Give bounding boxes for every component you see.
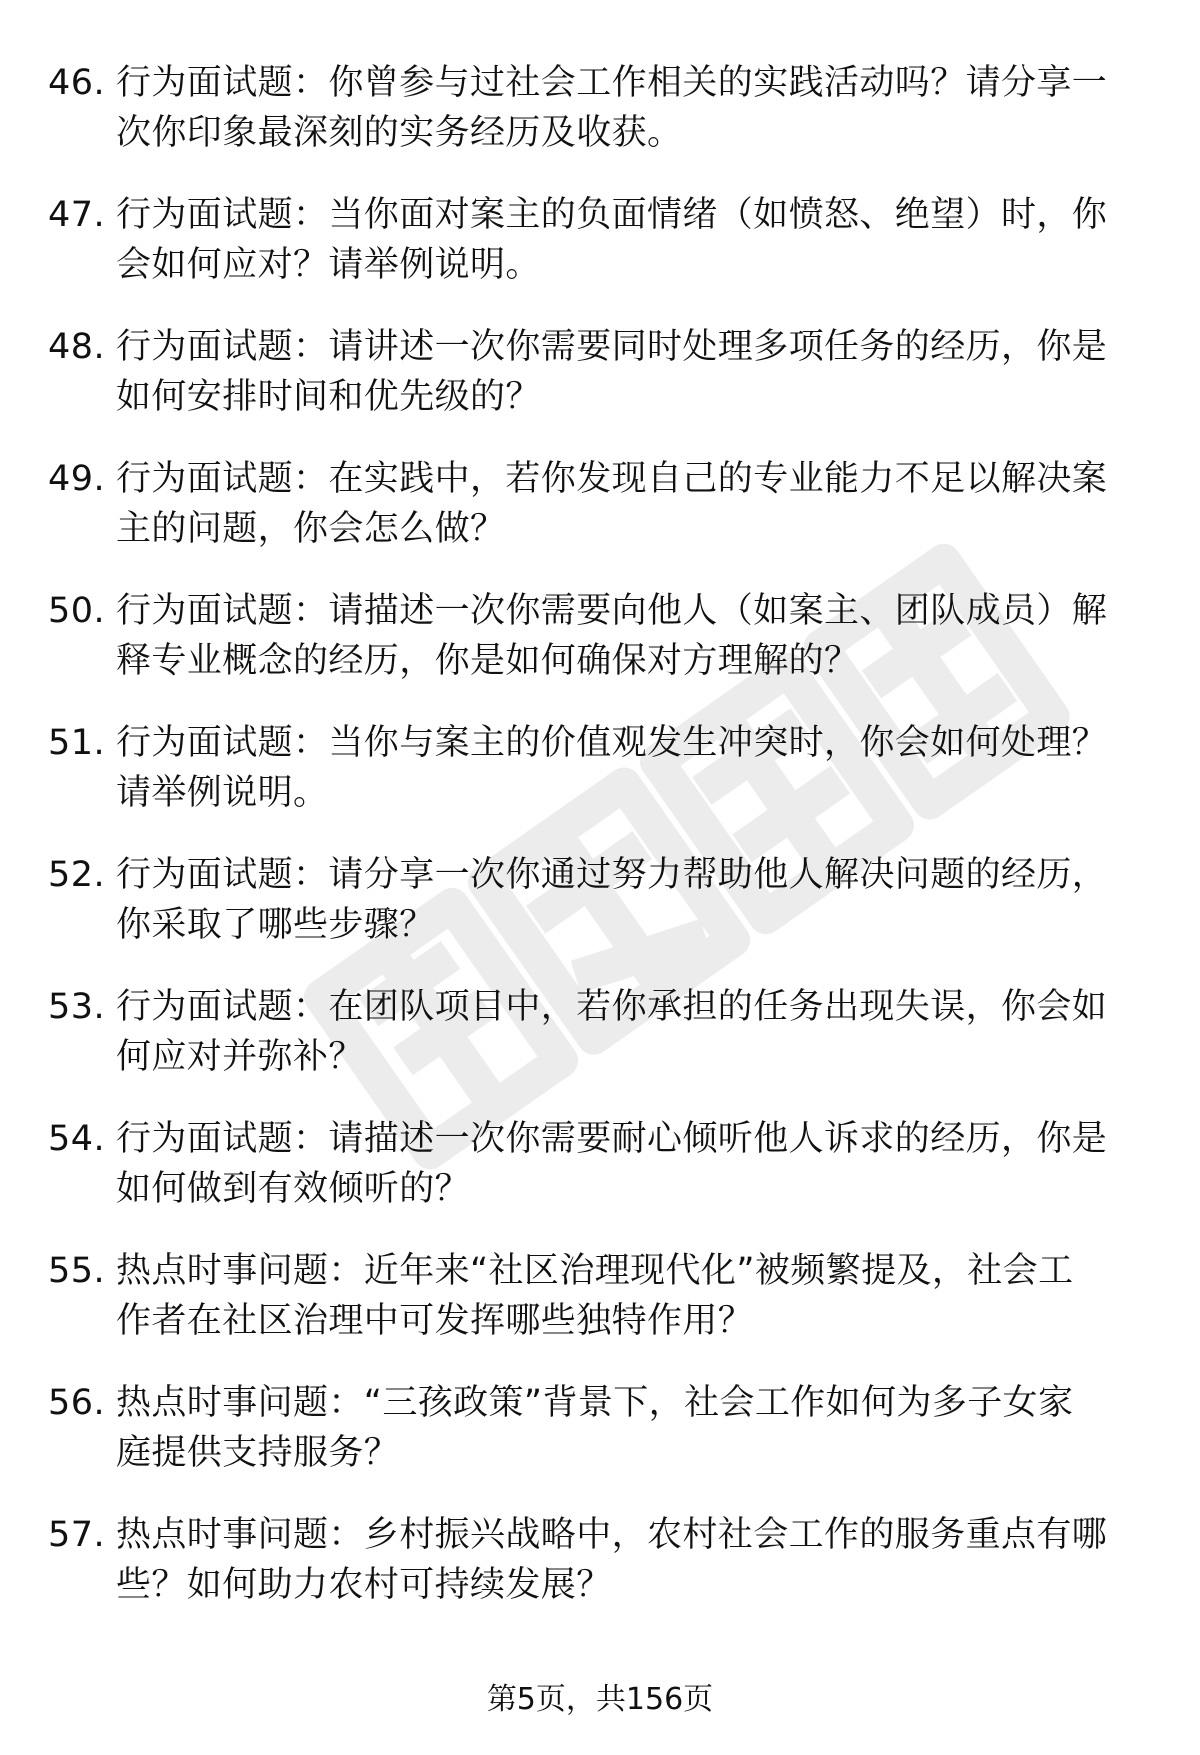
question-text-line: 次你印象最深刻的实务经历及收获。 (116, 113, 683, 153)
question-text (116, 1378, 1196, 1478)
question-number: 52. (48, 855, 106, 895)
page-footer: 第5页，共156页 (486, 1682, 714, 1717)
question-text (116, 982, 1196, 1082)
question-text-line: 你采取了哪些步骤？ (116, 905, 435, 945)
question-number: 54. (48, 1119, 106, 1159)
question-item (48, 312, 1158, 444)
question-text (116, 190, 1196, 290)
question-number: 57. (48, 1515, 106, 1555)
question-text-line: 释专业概念的经历，你是如何确保对方理解的？ (116, 641, 860, 681)
question-text (116, 58, 1196, 158)
question-text-line: 作者在社区治理中可发挥哪些独特作用？ (116, 1301, 754, 1341)
question-item (48, 444, 1158, 576)
question-number: 56. (48, 1383, 106, 1423)
question-text-line: 如何做到有效倾听的？ (116, 1169, 471, 1209)
question-text-line: 请举例说明。 (116, 773, 329, 813)
question-item (48, 48, 1158, 180)
question-list (48, 48, 1158, 1632)
question-number: 50. (48, 591, 106, 631)
question-text-line: 热点时事问题：“三孩政策”背景下，社会工作如何为多子女家 (116, 1383, 1074, 1423)
question-text-line: 热点时事问题：近年来“社区治理现代化”被频繁提及，社会工 (116, 1251, 1074, 1291)
question-number: 47. (48, 195, 106, 235)
question-text-line: 行为面试题：请分享一次你通过努力帮助他人解决问题的经历， (116, 855, 1108, 895)
question-item (48, 1104, 1158, 1236)
question-text-line: 行为面试题：你曾参与过社会工作相关的实践活动吗？请分享一 (116, 63, 1108, 103)
question-text-line: 行为面试题：在团队项目中，若你承担的任务出现失误，你会如 (116, 987, 1108, 1027)
question-text-line: 行为面试题：当你与案主的价值观发生冲突时，你会如何处理？ (116, 723, 1108, 763)
question-text (116, 322, 1196, 422)
question-text (116, 1114, 1196, 1214)
question-text-line: 会如何应对？请举例说明。 (116, 245, 541, 285)
question-text-line: 主的问题，你会怎么做？ (116, 509, 506, 549)
question-text (116, 1510, 1196, 1610)
question-text-line: 热点时事问题：乡村振兴战略中，农村社会工作的服务重点有哪 (116, 1515, 1108, 1555)
question-text-line: 庭提供支持服务？ (116, 1433, 400, 1473)
question-item (48, 972, 1158, 1104)
question-text-line: 何应对并弥补？ (116, 1037, 364, 1077)
question-item (48, 576, 1158, 708)
question-text-line: 行为面试题：请讲述一次你需要同时处理多项任务的经历，你是 (116, 327, 1108, 367)
question-number: 46. (48, 63, 106, 103)
question-text (116, 850, 1196, 950)
question-text-line: 行为面试题：当你面对案主的负面情绪（如愤怒、绝望）时，你 (116, 195, 1108, 235)
question-text (116, 1246, 1196, 1346)
question-text (116, 454, 1196, 554)
question-item (48, 1236, 1158, 1368)
question-text-line: 如何安排时间和优先级的？ (116, 377, 541, 417)
question-item (48, 840, 1158, 972)
question-text-line: 行为面试题：在实践中，若你发现自己的专业能力不足以解决案 (116, 459, 1108, 499)
question-text-line: 行为面试题：请描述一次你需要耐心倾听他人诉求的经历，你是 (116, 1119, 1108, 1159)
question-number: 48. (48, 327, 106, 367)
question-number: 51. (48, 723, 106, 763)
question-number: 55. (48, 1251, 106, 1291)
question-text (116, 586, 1196, 686)
question-text (116, 718, 1196, 818)
question-item (48, 708, 1158, 840)
question-item (48, 180, 1158, 312)
question-item (48, 1500, 1158, 1632)
question-text-line: 些？如何助力农村可持续发展？ (116, 1565, 612, 1605)
question-text-line: 行为面试题：请描述一次你需要向他人（如案主、团队成员）解 (116, 591, 1108, 631)
question-number: 49. (48, 459, 106, 499)
question-number: 53. (48, 987, 106, 1027)
question-item (48, 1368, 1158, 1500)
